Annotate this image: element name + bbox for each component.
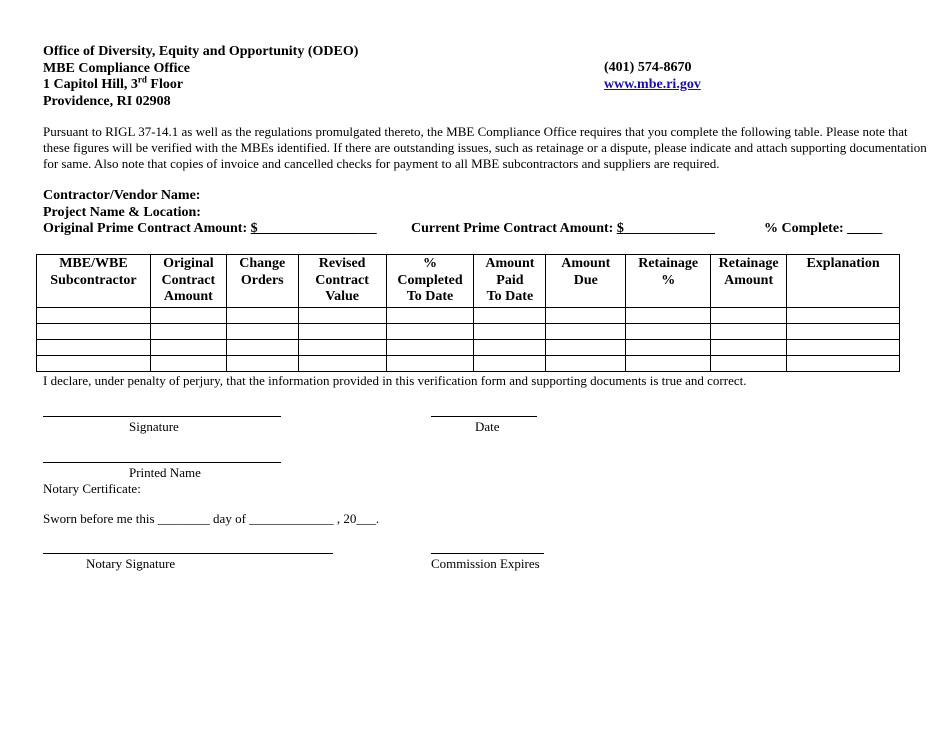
address-line: 1 Capitol Hill, 3rd Floor — [43, 74, 184, 92]
org-name: Office of Diversity, Equity and Opportunity (ODEO) — [43, 44, 359, 59]
office-name: MBE Compliance Office — [43, 60, 190, 76]
table-cell[interactable] — [787, 355, 900, 371]
column-header-line: To Date — [406, 289, 454, 304]
table-cell[interactable] — [474, 323, 546, 339]
table-header-row — [37, 255, 900, 308]
table-row — [37, 307, 900, 323]
original-amount-field[interactable]: Original Prime Contract Amount: $_________________ — [43, 221, 377, 236]
column-header — [386, 255, 474, 308]
city-line: Providence, RI 02908 — [43, 93, 171, 109]
column-header — [226, 255, 298, 308]
column-header-line: MBE/WBE — [59, 256, 128, 271]
notary-signature-line[interactable] — [43, 553, 333, 554]
column-header-line: Amount — [724, 272, 774, 288]
column-header-line: To Date — [486, 289, 534, 304]
table-cell[interactable] — [546, 355, 626, 371]
table-cell[interactable] — [474, 307, 546, 323]
table-cell[interactable] — [787, 323, 900, 339]
percent-complete-field[interactable]: % Complete: _____ — [764, 221, 883, 236]
table-cell[interactable] — [711, 307, 787, 323]
table-cell[interactable] — [386, 339, 474, 355]
column-header-line: Completed — [397, 272, 463, 288]
column-header-line: Amount — [485, 256, 535, 271]
table-cell[interactable] — [226, 355, 298, 371]
signature-line[interactable] — [43, 416, 281, 417]
table-cell[interactable] — [546, 307, 626, 323]
table-cell[interactable] — [546, 339, 626, 355]
declaration-text: I declare, under penalty of perjury, that the information provided in this verification form and supporting documents is true and correct. — [43, 373, 747, 388]
column-header-line: Contract — [315, 272, 369, 288]
table-cell[interactable] — [37, 339, 151, 355]
signature-label: Signature — [129, 419, 179, 434]
phone-number: (401) 574-8670 — [604, 60, 692, 75]
column-header-line: Orders — [240, 272, 284, 288]
table-row — [37, 355, 900, 371]
column-header-line: Original — [163, 256, 214, 271]
date-line[interactable] — [431, 416, 537, 417]
table-cell[interactable] — [150, 339, 226, 355]
column-header — [711, 255, 787, 308]
column-header-line: Retainage — [638, 256, 699, 271]
column-header-line: Retainage — [718, 256, 779, 271]
commission-expires-label: Commission Expires — [431, 556, 540, 571]
project-name-field[interactable]: Project Name & Location: — [43, 204, 201, 220]
column-header-line: Subcontractor — [50, 272, 137, 288]
table-row — [37, 339, 900, 355]
table-cell[interactable] — [150, 355, 226, 371]
notary-signature-label: Notary Signature — [86, 556, 176, 571]
table-cell[interactable] — [298, 323, 386, 339]
table-cell[interactable] — [226, 307, 298, 323]
printed-name-label: Printed Name — [129, 465, 201, 480]
column-header — [787, 255, 900, 308]
table-cell[interactable] — [626, 355, 711, 371]
intro-paragraph: Pursuant to RIGL 37-14.1 as well as the regulations promulgated thereto, the MBE Compliance Office requires that you complete the following table. Please note that these figures will be verified with the MBEs identified. If there are outstanding issues, such as retainage or a dispute, please indicate and attach supporting documentation for same. Also note that copies of invoice and cancelled checks for payment to all MBE subcontractors and suppliers are required. — [43, 124, 927, 171]
column-header-line: Explanation — [806, 256, 880, 271]
table-cell[interactable] — [37, 307, 151, 323]
table-cell[interactable] — [626, 307, 711, 323]
table-cell[interactable] — [386, 323, 474, 339]
table-cell[interactable] — [474, 355, 546, 371]
mbe-payment-table — [36, 254, 900, 372]
column-header-line: Amount — [561, 256, 611, 271]
table-cell[interactable] — [711, 323, 787, 339]
column-header-line: % — [423, 256, 437, 271]
column-header-line: Paid — [496, 272, 524, 288]
table-cell[interactable] — [474, 339, 546, 355]
table-cell[interactable] — [226, 323, 298, 339]
table-cell[interactable] — [298, 307, 386, 323]
column-header-line: Amount — [163, 289, 213, 304]
table-cell[interactable] — [298, 355, 386, 371]
table-cell[interactable] — [150, 323, 226, 339]
sworn-statement[interactable]: Sworn before me this ________ day of _____________ , 20___. — [43, 511, 380, 526]
table-cell[interactable] — [37, 355, 151, 371]
current-amount-field[interactable]: Current Prime Contract Amount: $_____________ — [411, 221, 715, 236]
table-cell[interactable] — [37, 323, 151, 339]
table-cell[interactable] — [626, 339, 711, 355]
contractor-name-field[interactable]: Contractor/Vendor Name: — [43, 188, 201, 203]
table-cell[interactable] — [711, 355, 787, 371]
table-cell[interactable] — [150, 307, 226, 323]
table-cell[interactable] — [226, 339, 298, 355]
contract-fields — [43, 188, 883, 238]
column-header-line: Contract — [161, 272, 216, 288]
table-cell[interactable] — [386, 355, 474, 371]
printed-name-line[interactable] — [43, 462, 281, 463]
column-header-line: Value — [325, 289, 359, 304]
column-header — [150, 255, 226, 308]
table-cell[interactable] — [711, 339, 787, 355]
column-header — [37, 255, 151, 308]
column-header-line: Due — [573, 272, 598, 288]
column-header-line: % — [661, 272, 676, 288]
website-link[interactable]: www.mbe.ri.gov — [604, 76, 701, 92]
column-header — [626, 255, 711, 308]
column-header-line: Revised — [318, 256, 366, 271]
commission-expires-line[interactable] — [431, 553, 544, 554]
column-header — [298, 255, 386, 308]
table-cell[interactable] — [626, 323, 711, 339]
table-cell[interactable] — [546, 323, 626, 339]
table-cell[interactable] — [298, 339, 386, 355]
table-cell[interactable] — [386, 307, 474, 323]
contact-block — [604, 60, 701, 93]
column-header — [474, 255, 546, 308]
table-cell[interactable] — [787, 307, 900, 323]
office-header — [43, 44, 358, 110]
table-cell[interactable] — [787, 339, 900, 355]
date-label: Date — [475, 419, 500, 434]
notary-certificate-label: Notary Certificate: — [43, 481, 141, 496]
column-header-line: Change — [239, 256, 286, 271]
column-header — [546, 255, 626, 308]
table-row — [37, 323, 900, 339]
